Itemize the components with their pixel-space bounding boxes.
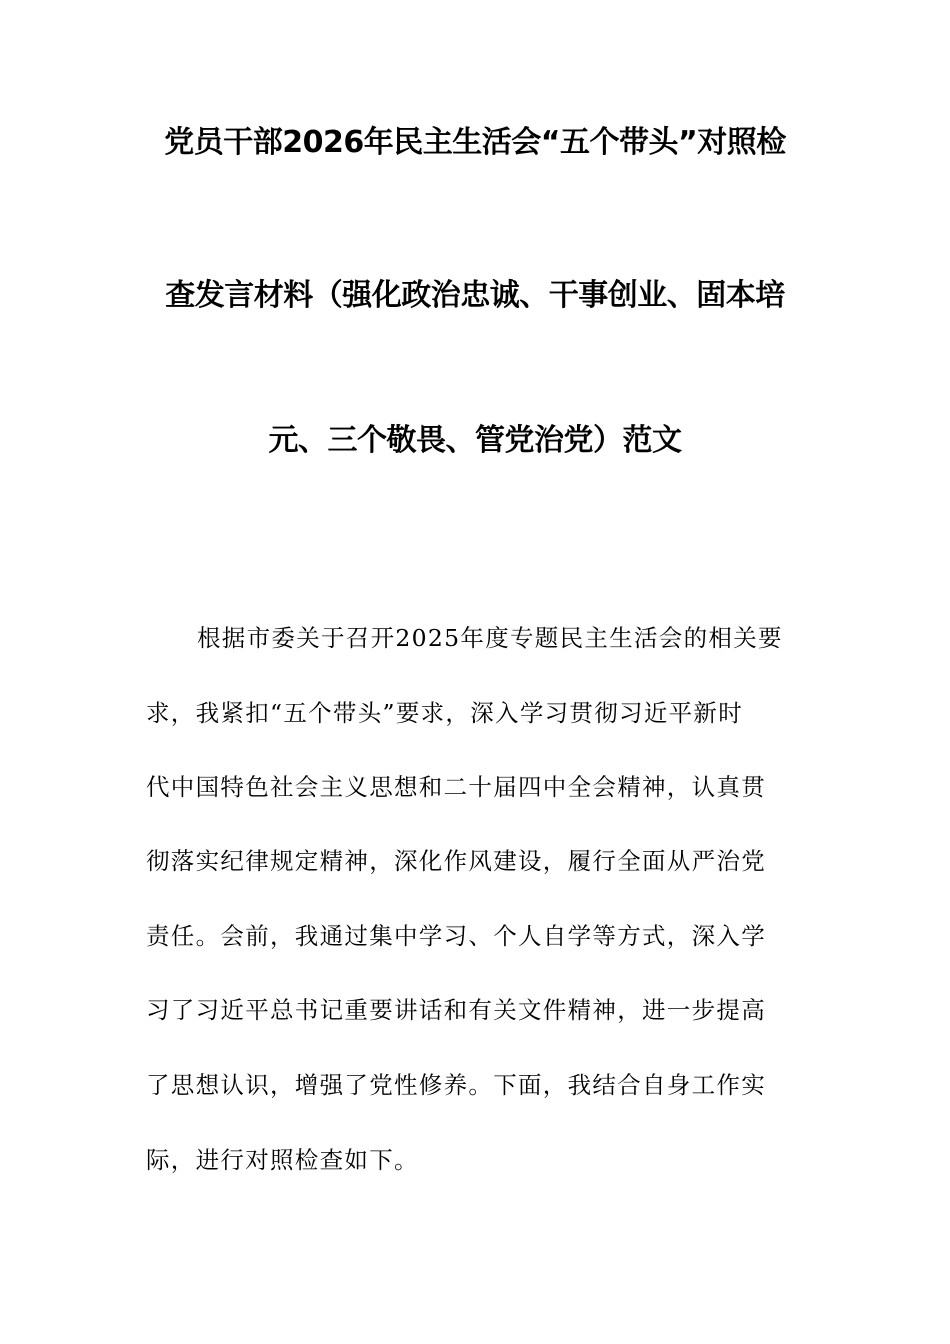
body-line-2: 求，我紧扣“五个带头”要求，深入学习贯彻习近平新时	[146, 699, 744, 727]
title-line-3: 元、三个敬畏、管党治党）范文	[268, 423, 682, 458]
body-line-7: 了思想认识，增强了党性修养。下面，我结合自身工作实	[146, 1071, 766, 1099]
title-line-1: 党员干部2026年民主生活会“五个带头”对照检	[164, 125, 786, 160]
body-line-3: 代中国特色社会主义思想和二十届四中全会精神，认真贯	[146, 773, 766, 801]
body-line-6: 习了习近平总书记重要讲话和有关文件精神，进一步提高	[146, 996, 766, 1024]
body-line-1: 根据市委关于召开2025年度专题民主生活会的相关要	[197, 624, 783, 652]
body-line-5: 责任。会前，我通过集中学习、个人自学等方式，深入学	[146, 922, 766, 950]
title-line-2: 查发言材料（强化政治忠诚、干事创业、固本培	[165, 278, 785, 313]
body-line-8: 际，进行对照检查如下。	[146, 1146, 419, 1174]
body-line-4: 彻落实纪律规定精神，深化作风建设，履行全面从严治党	[146, 847, 766, 875]
